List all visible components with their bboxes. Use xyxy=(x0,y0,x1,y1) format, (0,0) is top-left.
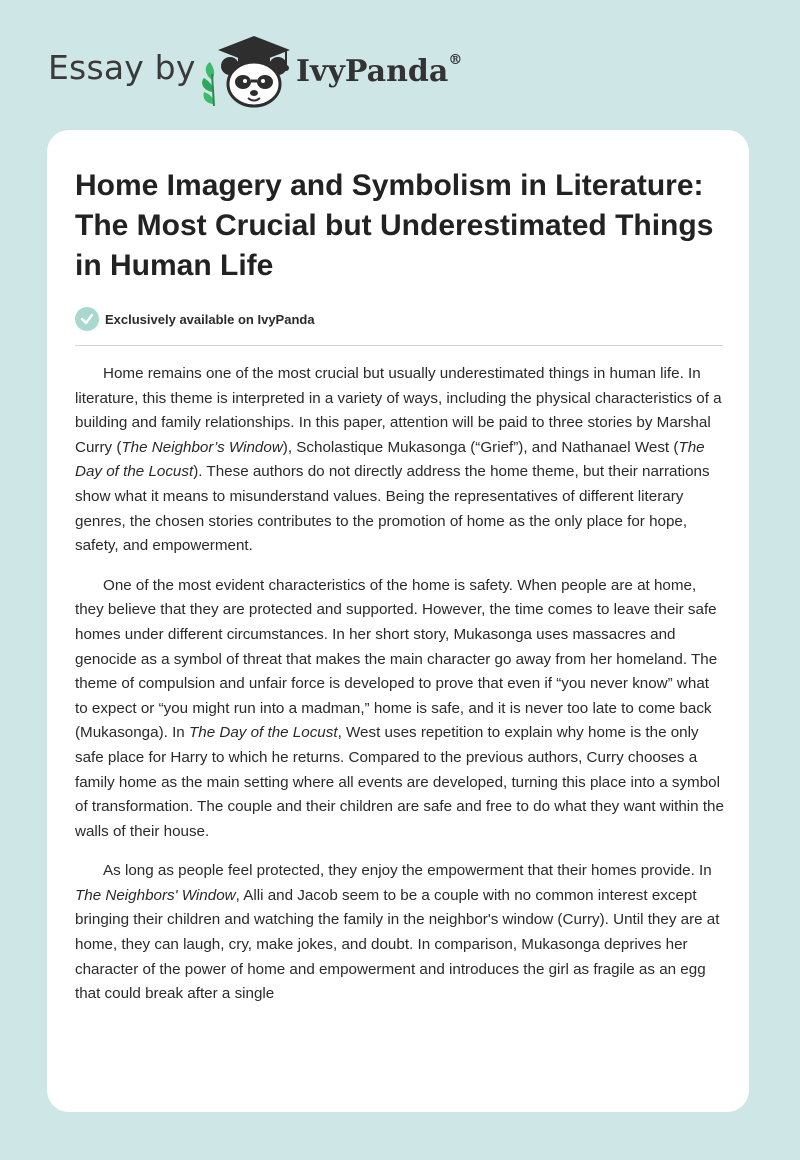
essay-body xyxy=(75,362,725,1022)
paragraph-text: , Alli and Jacob seem to be a couple with no common interest except bringing their children and watching the family in the neighbor's window (Curry). Until they are at home, they can laugh, cry, make jokes, and doubt. In comparison, Mukasonga deprives her character of the power of home and empowerment and introduces the girl as fragile as an egg that could break after a single xyxy=(75,886,720,1003)
exclusive-badge-label: Exclusively available on IvyPanda xyxy=(105,311,315,327)
brand-name[interactable]: IvyPanda® xyxy=(296,52,463,89)
divider xyxy=(75,345,723,346)
italic-title-text: The Neighbor’s Window xyxy=(121,438,283,456)
exclusive-badge xyxy=(75,306,315,332)
paragraph-text: ). These authors do not directly address the home theme, but their narrations show what it means to misunderstand values. Being the representatives of different literary genres, the chosen stories contributes to the promotion of home as the only place for hope, safety, and empowerment. xyxy=(75,463,710,555)
check-circle-icon xyxy=(75,307,99,331)
italic-title-text: The Day of the Locust xyxy=(75,438,705,481)
italic-title-text: The Neighbors' Window xyxy=(75,886,236,904)
paragraph-text: ), Scholastique Mukasonga (“Grief”), and Nathanael West ( xyxy=(282,438,679,456)
italic-title-text: The Day of the Locust xyxy=(188,724,338,742)
site-header xyxy=(0,0,800,130)
paragraph xyxy=(75,574,725,845)
paragraph-text: Home remains one of the most crucial but usually underestimated things in human life. In literature, this theme is interpreted in a variety of ways, including the physical characteristics of a building and family relationships. In this paper, attention will be paid to three stories by Marshal Curry ( xyxy=(75,365,722,456)
paragraph xyxy=(75,859,725,1007)
essay-by-label: Essay by xyxy=(48,48,196,87)
paragraph-text: As long as people feel protected, they enjoy the empowerment that their homes provide. In xyxy=(103,862,712,880)
paragraph-text: One of the most evident characteristics of the home is safety. When people are at home, they believe that they are protected and supported. However, the time comes to leave their safe homes under different circumstances. In her short story, Mukasonga uses massacres and genocide as a symbol of threat that makes the main character go away from her homeland. The theme of compulsion and unfair force is developed to prove that even if “you never know” what to expect or “you might run into a madman,” home is safe, and it is never too late to come back (Mukasonga). In xyxy=(75,576,718,742)
paragraph-text: , West uses repetition to explain why home is the only safe place for Harry to which he returns. Compared to the previous authors, Curry chooses a family home as the main setting where all events are developed, turning this place into a symbol of transformation. The couple and their children are safe and free to do what they want within the walls of their house. xyxy=(75,724,724,840)
paragraph xyxy=(75,362,725,559)
essay-card xyxy=(47,130,749,1112)
registered-mark: ® xyxy=(448,52,463,68)
essay-title: Home Imagery and Symbolism in Literature: The Most Crucial but Underestimated Things in Human Life xyxy=(75,169,714,282)
panda-logo-icon[interactable] xyxy=(200,30,292,110)
